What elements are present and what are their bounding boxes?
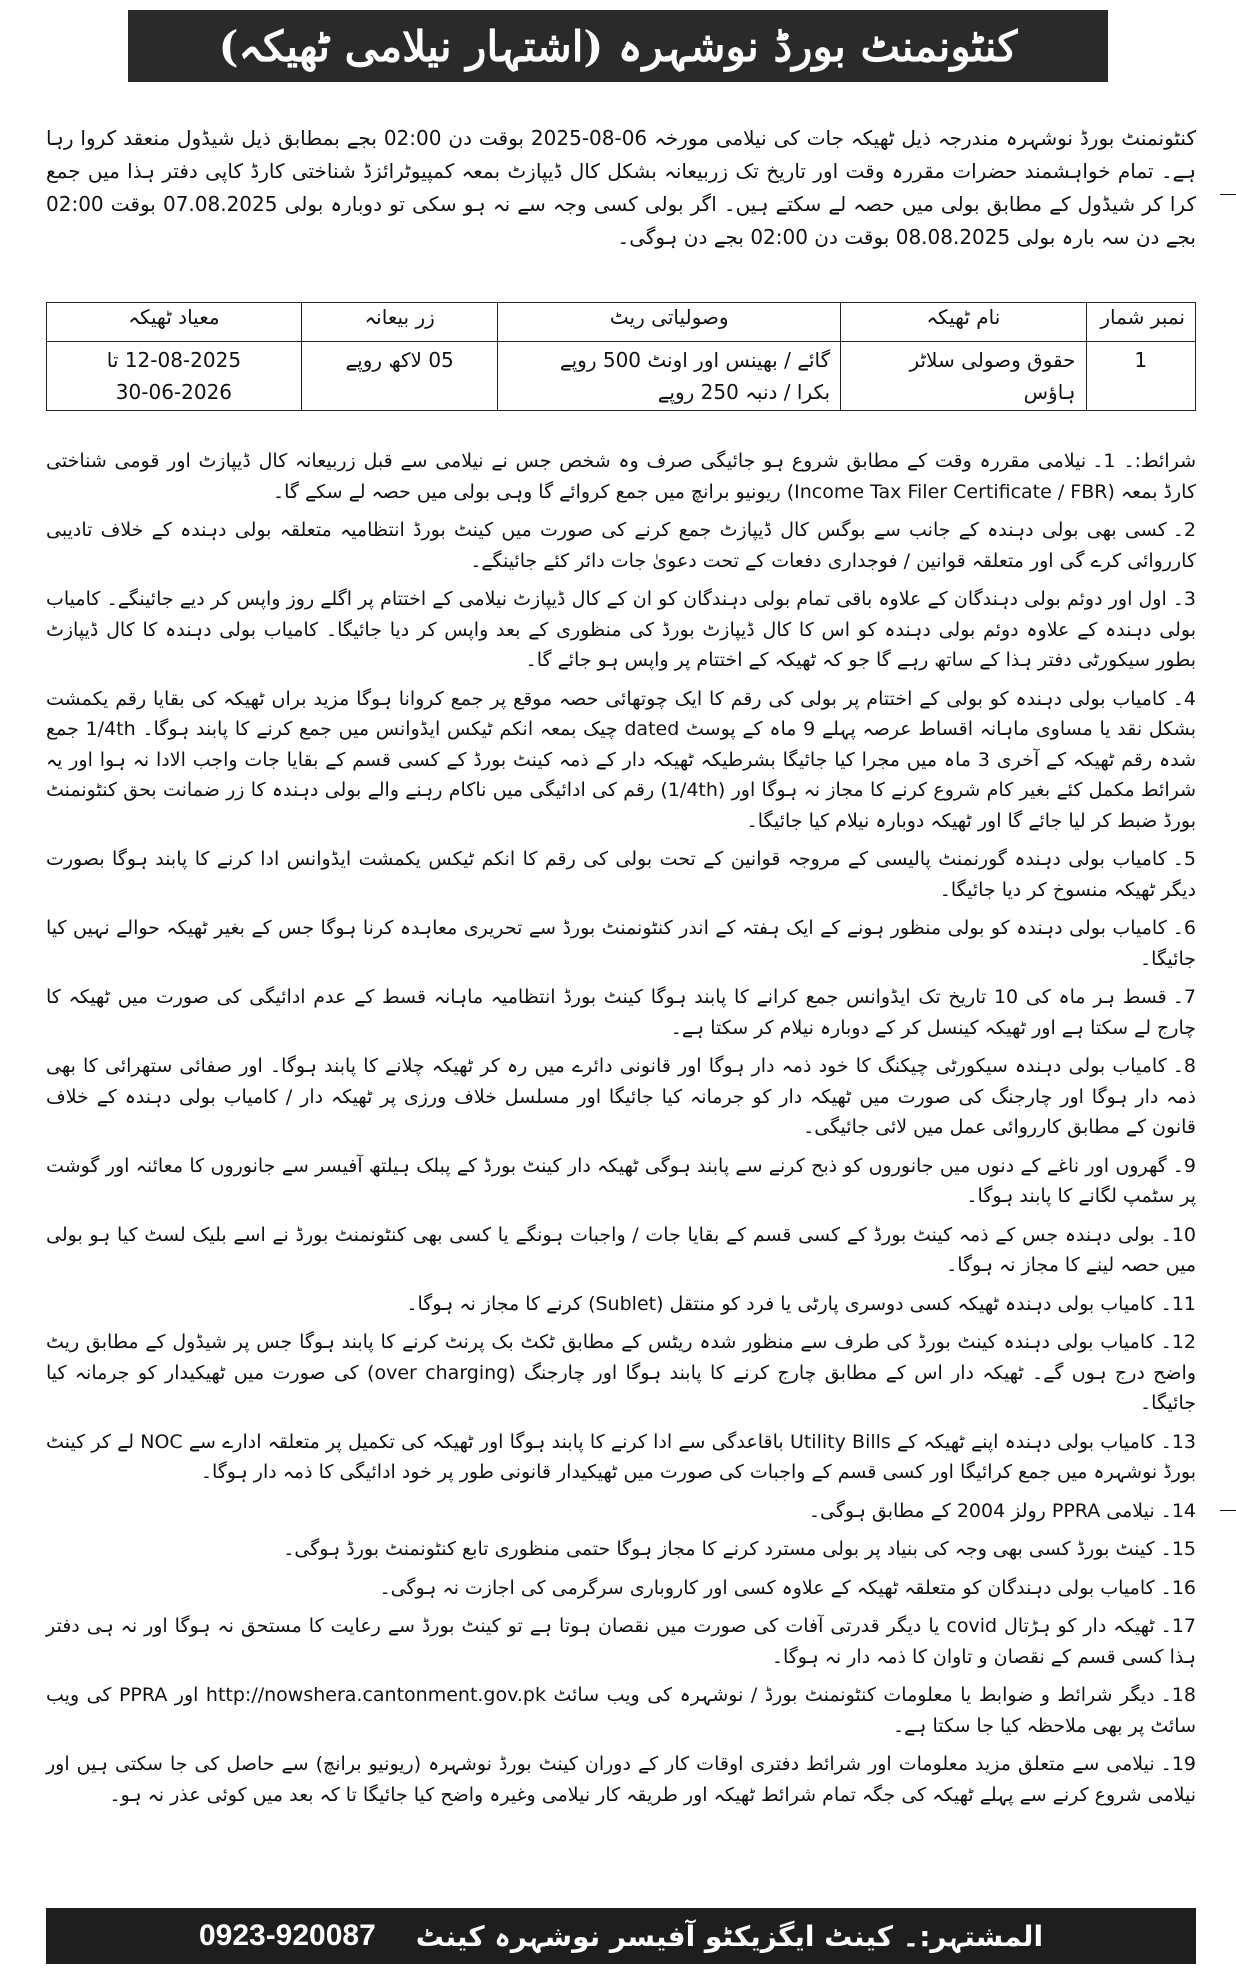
condition-text: کامیاب بولی دہندہ اپنے ٹھیکہ کے Utility Bills باقاعدگی سے ادا کرنے کا پابند ہوگا اور ٹھیکہ کی تکمیل پر متعلقہ ادارے سے NOC لے کر کینٹ بورڈ نوشہرہ میں جمع کرائیگا اور کسی قسم کے واجبات کی صورت میں ٹھیکیدار قانونی طور پر خود ادائیگی کا ذمہ دار ہوگا۔ bbox=[46, 1430, 1196, 1483]
condition-number: 17۔ bbox=[1160, 1615, 1196, 1637]
condition-text: کامیاب بولی دہندگان کو متعلقہ ٹھیکہ کے علاوہ کسی اور کاروباری سرگرمی کی اجازت نہ ہوگی۔ bbox=[379, 1576, 1155, 1599]
conditions-list bbox=[46, 446, 1196, 1818]
list-item bbox=[46, 1151, 1196, 1212]
list-item bbox=[46, 1327, 1196, 1419]
condition-text: کامیاب بولی دہندہ گورنمنٹ پالیسی کے مروجہ قوانین کے تحت بولی کی رقم کا انکم ٹیکس یکمشت ایڈوانس ادا کرنے کا پابند ہوگا بصورت دیگر ٹھیکہ منسوخ کر دیا جائیگا۔ bbox=[46, 848, 1196, 901]
list-item bbox=[46, 1289, 1196, 1320]
condition-number: 18۔ bbox=[1160, 1684, 1196, 1706]
margin-rule bbox=[1220, 1510, 1236, 1511]
footer-banner bbox=[46, 1908, 1196, 1964]
cell-contract-name bbox=[841, 342, 1086, 411]
header-contract-name: نام ٹھیکہ bbox=[841, 303, 1086, 342]
condition-number: 5۔ bbox=[1172, 848, 1196, 870]
notice-title: کنٹونمنٹ بورڈ نوشہرہ (اشتہار نیلامی ٹھیکہ) bbox=[218, 21, 1018, 71]
list-item bbox=[46, 844, 1196, 905]
auction-schedule-table bbox=[46, 302, 1196, 411]
condition-number: 8۔ bbox=[1172, 1055, 1196, 1077]
list-item bbox=[46, 1427, 1196, 1488]
list-item bbox=[46, 1749, 1196, 1810]
condition-text: اول اور دوئم بولی دہندگان کے علاوہ باقی تمام بولی دہندگان کو ان کے کال ڈیپازٹ نیلامی کے اختتام پر اگلے روز واپس کر دیے جائینگے۔ کامیاب بولی دہندہ کے علاوہ دوئم بولی دہندہ کو اس کا کال ڈیپازٹ بورڈ کی منظوری کے بعد واپس کر دیا جائیگا۔ کامیاب بولی دہندہ کا کال ڈیپازٹ بطور سیکورٹی دفتر ہذا کے ساتھ رہے گا جو کہ ٹھیکہ کے اختتام پر واپس ہو جائے گا۔ bbox=[46, 588, 1196, 671]
list-item bbox=[46, 1611, 1196, 1672]
condition-text: کامیاب بولی دہندہ کو بولی منظور ہونے کے ایک ہفتہ کے اندر کنٹونمنٹ بورڈ سے تحریری معاہدہ کرنا ہوگا جس کے بغیر ٹھیکہ حوالے نہیں کیا جائیگا۔ bbox=[46, 917, 1196, 970]
list-item bbox=[46, 1051, 1196, 1143]
list-item bbox=[46, 1534, 1196, 1565]
period-line: 12-08-2025 تا bbox=[106, 348, 242, 372]
cell-period bbox=[47, 342, 302, 411]
condition-number: 2۔ bbox=[1172, 519, 1196, 541]
cell-rate bbox=[498, 342, 841, 411]
condition-number: 3۔ bbox=[1172, 588, 1196, 610]
list-item bbox=[46, 1573, 1196, 1604]
condition-number: 4۔ bbox=[1172, 687, 1196, 710]
contract-name-line: ہاؤس bbox=[1023, 380, 1076, 404]
header-period: معیاد ٹھیکہ bbox=[47, 303, 302, 342]
notice-page bbox=[28, 10, 1208, 1974]
header-rate: وصولیاتی ریٹ bbox=[498, 303, 841, 342]
condition-number: 19۔ bbox=[1160, 1753, 1196, 1775]
contact-phone: 0923-920087 bbox=[198, 1919, 376, 1952]
condition-text: کامیاب بولی دہندہ کینٹ بورڈ کی طرف سے منظور شدہ ریٹس کے مطابق ٹکٹ بک پرنٹ کرنے کا پابند ہوگا جس پر شیڈول کے مطابق ریٹ واضح درج ہوں گے۔ ٹھیکہ دار اس کے مطابق چارج کرنے کا پابند ہوگا اور چارجنگ (over charging) کی صورت میں ٹھیکیدار کو جرمانہ کیا جائیگا۔ bbox=[46, 1331, 1197, 1414]
intro-paragraph: کنٹونمنٹ بورڈ نوشہرہ مندرجہ ذیل ٹھیکہ جات کی نیلامی مورخہ 06-08-2025 بوقت دن 02:00 بجے بمطابق ذیل شیڈول منعقد کروا رہا ہے۔ تمام خواہشمند حضرات مقررہ وقت اور تاریخ تک زربیعانہ بشکل کال ڈیپازٹ بمعہ کمپیوٹرائزڈ شناختی کارڈ کاپی دفتر ہذا میں جمع کرا کر شیڈول کے مطابق بولی میں حصہ لے سکتے ہیں۔ اگر بولی کسی وجہ سے نہ ہو سکی تو دوبارہ بولی 07.08.2025 بوقت 02:00 بجے دن سہ بارہ بولی 08.08.2025 بوقت دن 02:00 بجے دن ہوگی۔ bbox=[46, 126, 1196, 249]
list-item bbox=[46, 1680, 1196, 1741]
advertiser-label: المشتہر:۔ کینٹ ایگزیکٹو آفیسر نوشہرہ کینٹ bbox=[415, 1919, 1044, 1953]
condition-number: 9۔ bbox=[1172, 1154, 1196, 1177]
list-item bbox=[46, 913, 1196, 974]
rate-line: گائے / بھینس اور اونٹ 500 روپے bbox=[559, 348, 831, 372]
condition-text: قسط ہر ماہ کی 10 تاریخ تک ایڈوانس جمع کرانے کا پابند ہوگا کینٹ بورڈ انتظامیہ ماہانہ قسط کے عدم ادائیگی کی صورت میں ٹھیکہ کا چارج لے سکتا ہے اور ٹھیکہ کینسل کر کے دوبارہ نیلام کر سکتا ہے۔ bbox=[46, 986, 1196, 1039]
notice-title-banner bbox=[128, 10, 1108, 82]
condition-text: کسی بھی بولی دہندہ کے جانب سے بوگس کال ڈیپازٹ جمع کرنے کی صورت میں کینٹ بورڈ انتظامیہ متعلقہ بولی دہندہ کے خلاف تادیبی کارروائی کرے گی اور متعلقہ قوانین / فوجداری دفعات کے تحت دعویٰ جات دائر کئے جائینگے۔ bbox=[46, 519, 1196, 572]
rate-line: بکرا / دنبہ 250 روپے bbox=[657, 380, 831, 404]
header-deposit: زر بیعانہ bbox=[301, 303, 498, 342]
condition-text: دیگر شرائط و ضوابط یا معلومات کنٹونمنٹ بورڈ / نوشہرہ کی ویب سائٹ http://nowshera.cantonment.gov.pk اور PPRA کی ویب سائٹ پر بھی ملاحظہ کیا جا سکتا ہے۔ bbox=[46, 1684, 1196, 1737]
list-item bbox=[46, 684, 1196, 837]
condition-number: 1۔ bbox=[1092, 450, 1116, 472]
condition-text: نیلامی سے متعلق مزید معلومات اور شرائط دفتری اوقات کار کے دوران کینٹ بورڈ نوشہرہ (ریونیو برانچ) سے حاصل کی جا سکتی ہیں اور نیلامی شروع کرنے سے پہلے ٹھیکہ کی جگہ تمام شرائط ٹھیکہ اور طریقہ کار نیلامی وغیرہ واضح کیا جائیگا تا کہ بعد میں کوئی عذر نہ ہو۔ bbox=[46, 1753, 1196, 1806]
schedule-header-row bbox=[47, 303, 1196, 342]
list-item bbox=[46, 446, 1196, 507]
condition-text: نیلامی PPRA رولز 2004 کے مطابق ہوگی۔ bbox=[808, 1499, 1155, 1522]
cell-deposit: 05 لاکھ روپے bbox=[301, 342, 498, 411]
condition-text: گھروں اور ناغے کے دنوں میں جانوروں کو ذبح کرنے سے پابند ہوگی ٹھیکہ دار کینٹ بورڈ کے پبلک ہیلتھ آفیسر سے جانوروں کا معائنہ اور گوشت پر سٹمپ لگانے کا پابند ہوگا۔ bbox=[46, 1154, 1196, 1207]
list-item bbox=[46, 1220, 1196, 1281]
condition-text: کامیاب بولی دہندہ ٹھیکہ کسی دوسری پارٹی یا فرد کو منتقل (Sublet) کرنے کا مجاز نہ ہوگا۔ bbox=[406, 1292, 1155, 1315]
contract-name-line: حقوق وصولی سلاٹر bbox=[909, 348, 1076, 372]
condition-number: 12۔ bbox=[1160, 1331, 1196, 1353]
list-item bbox=[46, 515, 1196, 576]
margin-rule bbox=[1220, 194, 1236, 195]
period-line: 30-06-2026 bbox=[115, 380, 233, 404]
condition-text: کینٹ بورڈ کسی بھی وجہ کی بنیاد پر بولی مسترد کرنے کا مجاز ہوگا حتمی منظوری تابع کنٹونمنٹ بورڈ ہوگی۔ bbox=[283, 1538, 1155, 1560]
condition-number: 7۔ bbox=[1172, 986, 1197, 1008]
condition-text: کامیاب بولی دہندہ سیکورٹی چیکنگ کا خود ذمہ دار ہوگا اور قانونی دائرے میں رہ کر ٹھیکہ چلانے کا پابند ہوگا۔ اور صفائی ستھرائی کا بھی ذمہ دار ہوگا اور چارجنگ کی صورت میں ٹھیکہ دار کو جرمانہ کیا جائیگا اور مسلسل خلاف ورزی پر ٹھیکہ دار / کامیاب بولی دہندہ کے خلاف قانون کے مطابق کارروائی عمل میں لائی جائیگی۔ bbox=[46, 1055, 1196, 1138]
list-item bbox=[46, 584, 1196, 676]
condition-number: 16۔ bbox=[1160, 1576, 1196, 1599]
condition-text: نیلامی مقررہ وقت کے مطابق شروع ہو جائیگی صرف وہ شخص جس نے نیلامی سے قبل زربیعانہ کال ڈیپازٹ اور قومی شناختی کارڈ بمعہ (Income Tax Filer Certificate / FBR) ریونیو برانچ میں جمع کروائے گا وہی بولی میں حصہ لے سکے گا۔ bbox=[46, 450, 1196, 503]
condition-number: 10۔ bbox=[1160, 1223, 1196, 1246]
table-row bbox=[47, 342, 1196, 411]
condition-text: کامیاب بولی دہندہ کو بولی کے اختتام پر بولی کی رقم کا ایک چوتھائی حصہ موقع پر جمع کروانا ہوگا مزید براں ٹھیکہ کی بقایا رقم یکمشت بشکل نقد یا مساوی ماہانہ اقساط عرصہ پہلے 9 ماہ کے پوسٹ dated چیک بمعہ انکم ٹیکس ایڈوانس میں جمع کرنے کا پابند ہوگا۔ 1/4th جمع شدہ رقم ٹھیکہ کے آخری 3 ماہ میں مجرا کیا جائیگا بشرطیکہ ٹھیکہ دار کے ذمہ کینٹ بورڈ کے کسی قسم کے بقایا جات واجب الادا نہ ہوا اور یہ شرائط مکمل کئے بغیر کام شروع کرنے کا مجاز نہ ہوگا اور (1/4th) رقم کی ادائیگی میں ناکام رہنے والے بولی دہندہ کا زر ضمانت بحق کنٹونمنٹ بورڈ ضبط کر لیا جائے گا اور ٹھیکہ دوبارہ نیلام کیا جائیگا۔ bbox=[46, 687, 1197, 832]
list-item bbox=[46, 982, 1196, 1043]
condition-text: ٹھیکہ دار کو ہڑتال covid یا دیگر قدرتی آفات کی صورت میں نقصان ہوتا ہے تو کینٹ بورڈ سے رعایت کا مستحق نہ ہوگا اور نہ ہی دفتر ہذا کسی قسم کے نقصان و تاوان کا ذمہ دار نہ ہوگا۔ bbox=[46, 1615, 1196, 1668]
condition-number: 11۔ bbox=[1160, 1292, 1196, 1315]
conditions-lead: شرائط:۔ bbox=[1123, 450, 1196, 472]
header-serial: نمبر شمار bbox=[1086, 303, 1195, 342]
cell-serial: 1 bbox=[1086, 342, 1195, 411]
condition-number: 6۔ bbox=[1172, 917, 1196, 939]
condition-text: بولی دہندہ جس کے ذمہ کینٹ بورڈ کے کسی قسم کے بقایا جات / واجبات ہونگے یا کسی بھی کنٹونمنٹ بورڈ نے اسے بلیک لسٹ کیا ہو بولی میں حصہ لینے کا مجاز نہ ہوگا۔ bbox=[46, 1223, 1196, 1276]
condition-number: 14۔ bbox=[1160, 1499, 1196, 1522]
list-item bbox=[46, 1496, 1196, 1527]
condition-number: 15۔ bbox=[1160, 1538, 1196, 1560]
condition-number: 13۔ bbox=[1160, 1430, 1196, 1453]
